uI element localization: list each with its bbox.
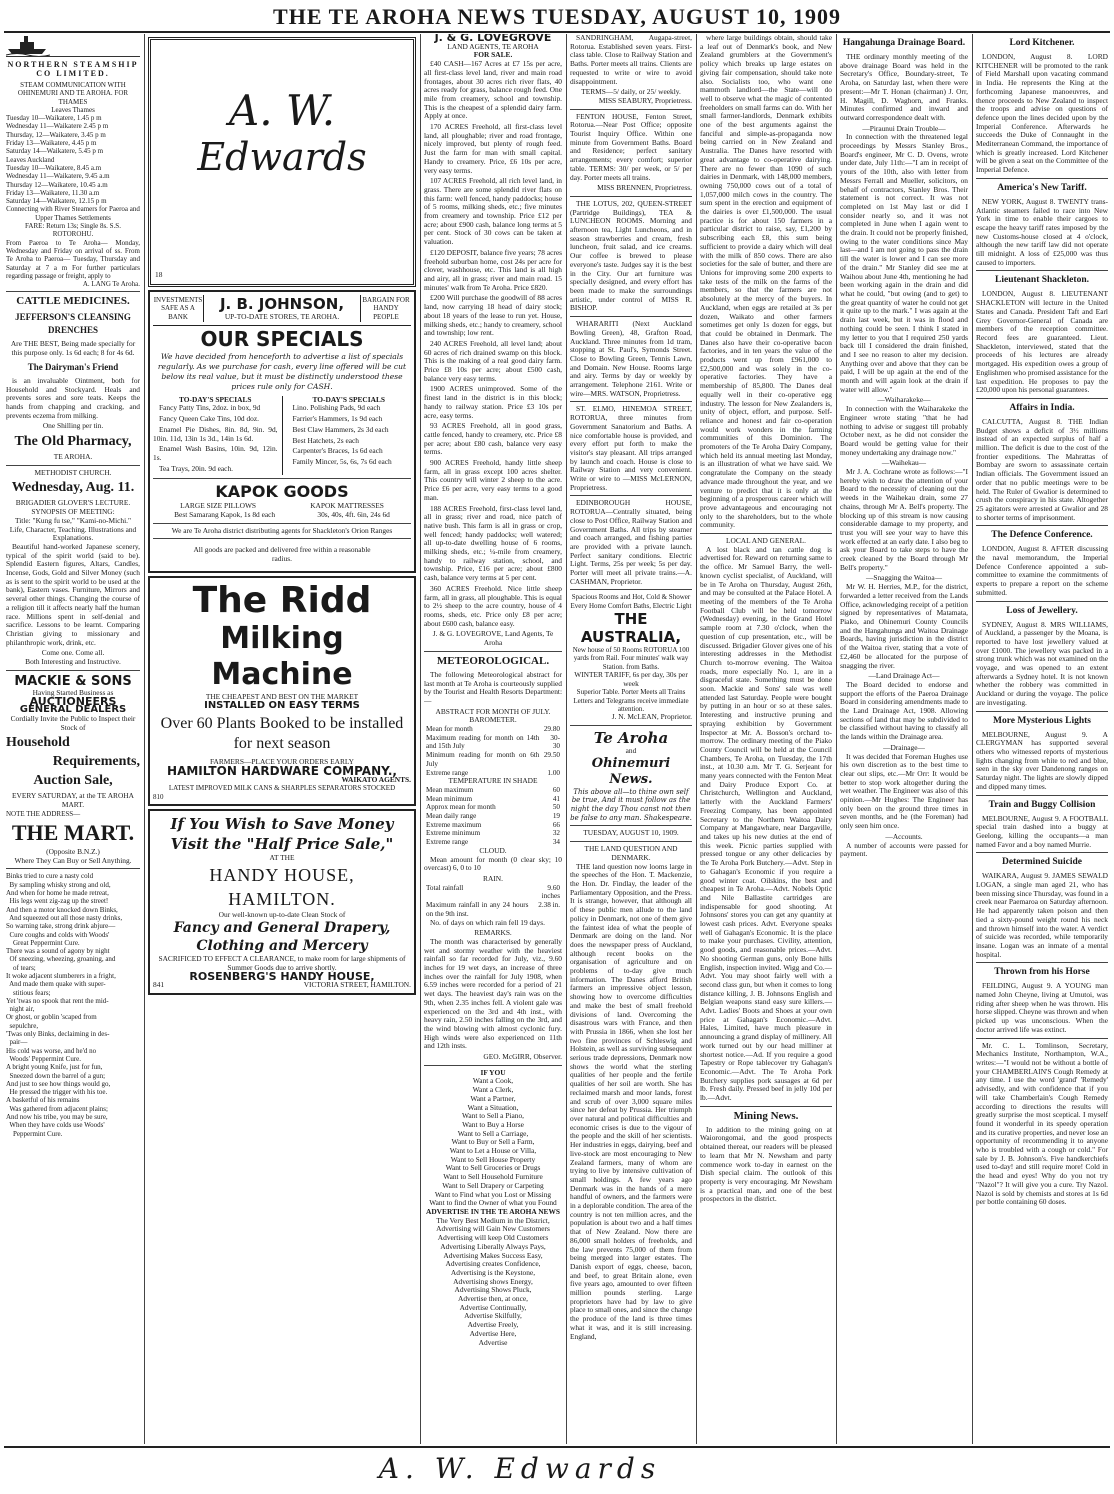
australia-heading: THE AUSTRALIA, [580,610,682,647]
mart-location: (Opposite B.N.Z.) [46,847,100,857]
special-item: Carpenter's Braces, 1s 6d each [292,446,383,456]
row-label: Minimum reading for month on 6th July [426,751,540,768]
edwards-footer-signature: A. W. Edwards [378,1452,662,1485]
divider [976,601,1108,602]
row-label: Extreme minimum [426,829,481,838]
row-label: Maximum rainfall in any 24 hours on the 9th inst. [426,901,529,918]
requirements-heading: Requirements, [52,754,140,770]
divider [700,1106,832,1107]
divider [570,196,692,197]
column-divider [972,34,973,1444]
steamship-icon [6,34,140,57]
leaves-thames: Leaves Thames [51,105,95,114]
rain-table [424,884,562,919]
divider [570,825,692,826]
divider [976,795,1108,796]
drainage-body: THE ordinary monthly meeting of the above drainage Board was held in the Secretary's Office, Boundary-street, Te Aroha, on Saturday last, when there were present:—Mr T. Honan (chairman) J. Orr, H. Magill, D. Waghorn, and Franks. Minutes confirmed and inward and outward correspondence dealt with. [840,52,968,122]
jefferson-body: Are THE BEST, Being made specially for this purpose only. 1s 6d each; 8 for 4s 6d. [10,339,136,358]
kapok-heading: KAPOK GOODS [215,482,349,502]
land-listing: 900 ACRES Freehold, handy little sheep farm, all in grass except 100 acres shelter. This country will winter 2 sheep to the acre. Price £6 per acre, very easy terms to a good man. [424,458,562,502]
special-item: Enamel Pie Dishes, 8in. 8d, 9in. 9d, 10in. 11d, 13in 1s 3d., 14in 1s 6d. [153,424,278,443]
divider [976,962,1108,963]
land-listing: 240 ACRES Freehold, all level land; about 60 acres of rich drained swamp on this block. This is the making of a real good dairy farm. Price £8 10s per acre; about £500 cash, balance very easy terms. [424,338,562,383]
temperature-heading: TEMPERATURE IN SHADE [448,776,538,786]
cloud-heading: CLOUD. [479,845,507,855]
lecture-title: Title: "Kung fu tse," "Kami-no-Michi." [14,515,132,525]
table-row [424,812,562,821]
row-value: 19 [552,812,560,821]
editorial-title: THE LAND QUESTION AND DENMARK. [584,844,678,862]
pharmacy-town: TE AROHA. [53,452,93,462]
milk-cans-note: LATEST IMPROVED MILK CANS & SHARPLES SEPARATORS STOCKED [168,784,396,793]
lights-heading: More Mysterious Lights [993,715,1091,726]
divider [153,538,411,539]
auction-schedule: EVERY SATURDAY, at the TE AROHA MART. [12,791,134,810]
table-row [424,786,562,795]
dairyman-body: is an invaluable Ointment, both for Household and Stockyard. Heals and prevents sores and sore teats. Keeps the hands from chapping and cracking, and prevents eczema from milking. [6,375,140,420]
mackie-invite: Cordially Invite the Public to Inspect their Stock of [10,713,136,732]
row-label: Maximum reading for month on 14th and 15th July [426,733,540,751]
divider [6,868,140,869]
footer-rule [4,1446,1110,1448]
masthead: THE TE AROHA NEWS TUESDAY, AUGUST 10, 1909 [273,4,841,29]
at-the: AT THE [269,852,295,862]
the-mart: THE MART. [11,820,135,846]
table-row [424,751,562,768]
special-item: Tea Trays, 20in. 9d each. [159,463,233,473]
masthead-rule [4,31,1110,33]
wharariti-ad: WHARARITI (Next Auckland Bowling Green), 48, Grafton Road, Auckland. Three minutes from 1d tram, stopping at St. Paul's, Symonds Street. Close to Bowling Green, Tennis Lawn, and Domain. New House. Rooms large and airy. Terms by day or weekly by arrangement. Telephone 2161. Write or wire—MRS. WATSON, Proprietress. [570,319,692,398]
table-row [424,821,562,830]
australia-subtitle: New house of 50 Rooms ROTORUA 100 yards from Rail. Four minutes' walk way Station. from Baths. [572,646,690,671]
land-listing: 93 ACRES Freehold, all in good grass, cattle fenced, handy to creamery, etc. Price £8 per acre; about £80 cash, balance very easy terms. [424,421,562,457]
divider [570,316,692,317]
defence-heading: The Defence Conference. [991,530,1093,541]
jewellery-body: SYDNEY, August 8. MRS WILLIAMS, of Auckland, a passenger by the Moana, is reported to have lost jewellery valued at over £1000. The jewellery was packed in a strong trunk which was not examined on the voyage, and was opened to an extent afterwards a Sydney hotel. It is not known whether the robbery was committed in Auckland or during the voyage. The police are investigating. [976,619,1108,707]
snagging-heading: —Snagging the Waitoa— [865,573,943,583]
divider [153,478,411,479]
superior-table: Superior Table. Porter Meets all Trains [576,688,686,697]
mining-heading: Mining News. [733,1109,799,1122]
cough-remedy-body: Mr. C. L. Tomlinson, Secretary, Mechanics Institute, Northampton, W.A., writes:—"I would not be without a bottle of your CHAMBERLAIN'S Cough Remedy at any time. I use the word 'grand' 'Remedy' advisedly, and with confidence that if you will take Chamberlain's Cough Remedy according to directions the results will greatly surprise the most sceptical. I myself found it wonderful in its speedy operation and its curative properties, and never lose an opportunity of recommending it to anyone who is troubled with a cough or cold." For sale by J. B. Johnson's. Five handkerchiefs used to-day! and still require more! Cold in the head and eyes! Why do you not try "Nazol"? It will give you a cure. Try Nazol. Nazol is sold by chemists and stores at 1s 6d per bottle containing 60 doses. [976,1040,1108,1207]
clearance-note: SACRIFICED TO EFFECT A CLEARANCE, to make room for large shipments of Summer Goods due to arrive shortly. [158,954,406,973]
steamship-subtitle: STEAM COMMUNICATION WITH OHINEMURI AND TE AROHA. FOR THAMES [17,81,129,106]
column-divider [836,34,837,1444]
telegrams-note: Letters and Telegrams receive immediate attention. [573,696,689,713]
row-label: Mean daily range [426,812,477,821]
mackie-subtitle: Having Started Business as [32,687,114,697]
steamship-timetable: Tuesday 10—Waikatere, 1.45 p m Wednesday 11—Waikatere 2.45 p m Thursday, 12—Waikatere, 3.45 p m Friday 13—Waikatere, 4.45 p m Saturday 14—Waikatere, 5.45 p m Leaves Auckland Tuesday 10—Waikatere, 8.45 a.m Wednesday 11—Waikatere, 9.45 a.m Thursday 12—Waikatere, 10.45 a.m Friday 13—Waikatere, 11.30 a.m Saturday 14—Waikatere, 12.15 p m [6,114,110,206]
land-listing: 1900 ACRES unimproved. Some of the finest land in the district is in this block; handy to railway station. Price £3 10s per acre, easy terms. [424,384,562,420]
india-body: CALCUTTA, August 8. THE Indian Budget shows a deficit of 3½ millions instead of an expected surplus of half a million. The deficit is due to the cost of the frontier expeditions. The Mahrattas of Bombay are sworn to assassinate certain Indian officials. The Government issued an order that no public meetings were to be held. The Ruler of Gwalior is determined to crush the conspiracy in his state. Altogether 25 agitators were arrested at Gwalior and 28 to shorter terms of imprisonment. [976,416,1108,522]
kapok-pillows: LARGE SIZE PILLOWS [180,501,257,511]
tariff-body: NEW YORK, August 8. TWENTY trans-Atlantic steamers failed to race into New York in time to enable their cargoes to escape the heavy tariff rates imposed by the new Customs-house closed at 4 o'clock, although the new tariff law did not operate till midnight. A loss of £25,000 was thus caused to importers. [976,196,1108,267]
delivery-note: All goods are packed and delivered free within a reasonable radius. [193,545,371,564]
land-listing: 107 ACRES Freehold, all rich level land, in grass. There are some splendid river flats on this farm: well fenced, handy paddocks; house of 5 rooms, milking sheds, etc.; five minutes from creamery and township. Price £12 per acre; about £900 cash, balance long terms at 5 per cent. Stock of 30 cows can be taken at valuation. [424,176,562,247]
table-row [424,795,562,804]
special-item: Fancy Queen Cake Tins, 10d doz. [159,414,259,424]
divider [976,178,1108,179]
drainage-heading: Hangahunga Drainage Board. [842,38,966,48]
paper-title-and: and [625,745,637,755]
if-you-heading: IF YOU [480,1067,506,1077]
waikato-agents: WAIKATO AGENTS. [341,774,411,784]
remarks-text: The month was characterised by generally wet and stormy weather with the heaviest rainfall so far recorded for July, viz., 9.60 inches for 19 wet days, an increase of three inches over the rainfall for July 1908, when 6.59 inches were recorded for a period of 21 wet days. The heaviest day's rain was on the 9th, when 2.35 inches fell. A violent gale was experienced on the 3rd and 4th inst., with heavy rain, 2.50 inches falling on the 3rd, and the wind blowing with almost cyclonic fury. High winds were also experienced on 11th and 12th insts. [424,936,562,1051]
fenton-ad: FENTON HOUSE, Fenton Street, Rotorua.—Near Post Office; opposite Tourist Inquiry Office. Within one minute from Government Baths. Board and Residence; perfect sanitary arrangements; every comfort; superior table. TERMS: 30/ per week, or 5/ per day. Porter meets all trains. [570,111,692,182]
barometer-table [424,725,562,777]
divider [6,291,140,292]
save-money-heading: If You Wish to Save Money [170,814,394,833]
steamship-agent: A. LANG Te Aroha. [82,280,140,289]
lecture-topics: Life, Character, Teaching. Illustrations and Explanations. [9,524,137,543]
handy-house-name: HANDY HOUSE, HAMILTON. [209,864,355,909]
plants-booked: Over 60 Plants Booked to be installed for next season [160,715,404,753]
drapery-heading: Fancy and General Drapery, Clothing and Mercery [173,920,391,955]
local-general-heading: LOCAL AND GENERAL. [726,536,806,546]
divider [6,465,140,466]
row-label: Extreme maximum [426,820,482,829]
special-item: Fancy Patty Tins, 2doz. in box, 9d [159,403,261,413]
clean-stock: Our well-known up-to-date Clean Stock of [218,909,346,919]
special-item: Enamel Wash Basins, 10in. 9d, 12in. 1s. [153,444,278,462]
observer: GEO. McGIRR, Observer. [483,1052,562,1062]
editorial-body: THE land question now looms large in the speeches of the Hon. T. Mackenzie, the Hon. Dr. Findlay, the leader of the Parliamentary Opposition, and the Press. It is strange, however, that although all of these public men allude to the land policy in Denmark, not one of them give the faintest idea of what the people of Denmark are doing on the land. Nor does the newspaper press of Auckland, although recent books on the organisation of agriculture and on problems of to-day give much information. The Danes afford British farmers an impressive object lesson, showing how to overcome difficulties and make the best of small freehold divisions of land. Overcoming the disastrous wars with France, and then with Prussia in 1866, when she lost her two fine provinces of Schleswig and Holstein, as well as surviving subsequent serious trade depressions, Denmark now shows the world what the sterling qualities of her people and the fertile qualities of her soil are worth. She has reclaimed marsh and moor lands, forest and scrub of over 3,000 square miles since her defeat by Prussia. Her triumph over natural and political difficulties and economic crises is due to the vigour of the people and the skill of her scientists. Her industries in eggs, dairying, beef and live-stock are most encouraging to New Zealand farmers, many of whom are trying to live by intensive cultivation of small holdings. A few years ago Denmark was in the hands of a mere handful of owners, and the farmers were in a deplorable condition. The area of the country is not ten million acres, and the population is about two and a half times that of New Zealand. Now there are 86,000 small holders of freeholds, and the law prevents 75,000 of them from being merged into larger estates. The Danish export of eggs, cheese, bacon, and beef, to great Britain alone, even five years ago, amounted to over fifteen million pounds sterling. Large proprietors have had by law to give place to small ones, and since the change the produce of the land is three times what it was, and it is still increasing. England, [570,861,692,1341]
special-item: Farrier's Hammers, 1s 9d each [292,414,383,424]
household-heading: Household [6,735,70,751]
sandringham-proprietress: MISS SEABURY, Proprietress. [598,95,692,105]
specials-note: We have decided from henceforth to advertise a list of specials regularly. As we purchase for cash, every line offered will be cut below its real value, but it must be distinctly understood these prices rule only for CASH. [157,351,407,391]
lecture-date: Wednesday, Aug. 11. [11,480,135,496]
row-value: 2.38 in. [538,901,560,910]
half-price-sale: Visit the "Half Price Sale," [170,834,394,853]
suicide-body: WAIKARA, August 9. JAMES SEWALD LOGAN, a single man aged 21, who has been missing since Thursday, was found in a creek near Paemaroa on Saturday afternoon. He had apparently taken poison and then tied a sixty-pound weight round his neck and thrown himself into the water. A verdict of suicide was recorded, while temporarily insane. Logan was an inmate of a mental hospital. [976,871,1108,959]
our-specials-heading: OUR SPECIALS [200,326,364,351]
mackie-heading: MACKIE & SONS [14,673,132,689]
dairyman-heading: The Dairyman's Friend [27,361,119,372]
meteorological-heading: METEOROLOGICAL. [436,654,550,667]
table-row [424,829,562,838]
rosenberg-address: VICTORIA STREET, HAMILTON. [303,980,411,990]
column-1 [6,34,140,1446]
australia-proprietor: J. N. McLEAN, Proprietor. [611,712,692,722]
specials-left-heading: TO-DAY'S SPECIALS [179,394,252,404]
auctioneers: AUCTIONEERS [29,694,117,708]
rain-heading: RAIN. [483,873,503,883]
editorial-continued: where large buildings obtain, should take a leaf out of Denmark's book, and New Zealand grumblers at the Government's policy which breaks up large estates on giving fair compensation, should take note also. Socialists too, who want one mammoth landlord—the State—will do well to observe what the magic of contented freeholders on small farms can do. With her small farmer-landlords, Denmark exhibits one of the best arguments against the fanciful and simple-as-propaganda now being carried on in New Zealand and Australia. The Danes have resorted with great advantage to co-operative dairying. There are no fewer than 1090 of such dairies in Denmark, with 148,000 members, owning 750,000 cows out of a total of 1,057,000 milch cows in the country. The sum spent in the erection and equipment of the dairies is over £1,500,000. The usual practice is for about 150 farmers in a particular district to raise, say, £1,200 by subscribing each £8, this sum being sufficient to provide a dairy which will deal with the milk of 850 cows. There are also societies for the sale of butter, and there are Unions for improving some 200 experts to take tests of the milk on the farms of the members, so that the farmers are not absolutely at the mercy of the buyers. In Auckland, when eggs are retailed at 3s per dozen, Waikato and other farmers sometimes get only 1s dozen for eggs, but that could be obtained in Denmark. The Danes also have their co-operative bacon factories, and in ten years the value of the products went up from £961,000 to £2,500,000 and was solely in the co-operative factories. They have a membership of 85,800. The Danes deal equally well in their co-operative egg industry. The lesson for New Zealanders is, unity of object, effort, and purpose. Self-reliance and honest and fair co-operation would work wonders in the farming communities of this Dominion. The promoters of the Te Aroha Dairy Company, which held its annual meeting last Monday, is an illustration of what we have said. We congratulate the Company on the steady advance made throughout the year, and we venture to predict that it is only at the beginning of a prosperous career which will prove advantageous and encouraging not only to the shareholders, but to the whole community. [700,34,832,530]
row-value: 34 [552,838,560,847]
kitchener-body: LONDON, August 8. LORD KITCHENER will be promoted to the rank of Field Marshall upon vacating command in India. He represents the King at the forthcoming Japanese manoeuvres, and thence proceeds to New Zealand to inspect the troops and advise on questions of defence upon the lines decided upon by the Imperial Conference. Afterwards he succeeds the Duke of Connaught in the Mediterranean Command, the importance of which is greatly increased. Lord Kitchener will be given a seat on the Committee of the Imperial Defence. [976,52,1108,175]
mart-tagline: Where They Can Buy or Sell Anything. [14,855,132,865]
advertise-heading: ADVERTISE IN THE TE AROHA NEWS [426,1207,560,1216]
handy-house-ad [148,809,416,995]
table-row [424,725,562,734]
collision-heading: Train and Buggy Collision [988,799,1096,810]
met-intro: The following Meteorological abstract for last month at Te Aroha is courteously supplied by the Tourist and Health Resorts Department:— [424,669,562,705]
winter-tariff: WINTER TARIFF, 6s per day, 30s per week [574,669,688,688]
land-listing: 360 ACRES Freehold. Nice little sheep farm, all in grass, all ploughable. This is equal to 2½ sheep to the acre country, house of 4 rooms, sheds, etc. Price only £8 per acre; about £600 cash, balance easy. [424,583,562,628]
table-row [424,734,562,751]
johnson-name: J. B. JOHNSON, [219,295,345,313]
suicide-heading: Determined Suicide [1002,857,1082,868]
rain-days: No. of days on which rain fell 19 days. [430,917,545,927]
collision-body: MELBOURNE, August 9. A FOOTBALL special train dashed into a buggy at Geelong, killing the occupants—a man named Favor and a boy named Murrie. [976,813,1108,849]
specials-left-list [153,404,278,473]
methodist-heading: METHODIST CHURCH. [34,467,112,477]
barometer-heading: BAROMETER. [469,715,517,725]
drainage-sub-heading: —Drainage— [883,742,925,752]
row-value: 1.00 [547,768,560,777]
row-label: Extreme range [426,768,469,777]
row-value: 66 [552,820,560,829]
divider [570,109,692,110]
table-row [424,803,562,812]
bargain-label: BARGAIN FOR HANDY PEOPLE [362,295,410,321]
land-drainage-heading: —Land Drainage Act— [868,671,940,681]
piraunui-body: In connection with the threatened legal proceedings by Messrs Stanley Bros., Board's engineer, Mr C. D. Ovens, wrote under date, July 11th:—"I am in receipt of yours of the 10th, also with letter from Messrs Ferrall and Mueller, solicitors, on behalf of contractors, Stanley Bros. Their statement is not correct. It was not completed on 1st May last or did I consider nearly so, and it was not completed in June when I again went to the drain. It could not be properly finished, owing to the water conditions since May last—and I am not going to pass the drain till the water is lower and I can see more of the drain." Mr Stanley did see me at Waihou about June 4th, mentioning he had been working again in the drain and did what he could, "but owing (and to get) to the great quantity of water he could not get it quite up to the mark." I was again at the drain last week, but it was in flood and nothing could be seen. I think I stated in my letter to you that I required 250 yards back till I considered the drain finished, and I see no reason to alter my decision. Anything over and above that they can be paid, I will be up again at the end of the month and will again look at the drain if water will allow." [840,132,968,394]
column-divider [696,34,697,1444]
for-sale-heading: FOR SALE. [473,50,513,60]
jewellery-heading: Loss of Jewellery. [1006,605,1078,616]
defence-body: LONDON, August 8. AFTER discussing the naval memorandum, the Imperial Defence Conference appointed a sub-committee to examine the commitments of experts to prepare a report on the scheme submitted. [976,544,1108,597]
row-value: 29.80 [543,725,560,734]
kitchener-heading: Lord Kitchener. [1009,38,1075,48]
lovegrove-signature: J. & G. LOVEGROVE, Land Agents, Te Aroha [432,629,554,648]
divider [976,1038,1108,1039]
snagging-body: Mr W. H. Herries, M.P., for the district, forwarded a letter received from the Lands Office, acknowledging receipt of a petition signed by representatives of Matamata, Piako, and Ohinemuri County Councils and the Hangahunga and Waitoa Drainage Boards, having jurisdiction in the district of the Waitoa river, stating that a vote of £2,460 be allocated for the purpose of snagging the river. [840,582,968,670]
ad-number: 810 [153,792,164,801]
row-value: 32 [552,829,560,838]
fenton-proprietress: MISS BRENNEN, Proprietress. [597,183,692,193]
kapok-pillow-price: Best Samarang Kapok, 1s 8d each [174,510,276,520]
lecture-body: Beautiful hand-worked Japanese scenery, typical of the spirit world (said to be). Splendid Eastern figures, Altars, Candles, Incense, Gods, Gold and Silver Money (such as is sent to the spirit world to be used at the bank), Eastern vases. Furniture, Mirrors and several other things. Changing the course of a religion till it affects nearly half the human race. Millions spent in self-denial and sacrifice. Lessons to be learnt. Comparing Christian giving to missionary and philanthropic work, drink, etc. [6,541,140,647]
piraunui-heading: —Piraunui Drain Trouble— [862,123,946,133]
cattle-medicines-heading: CATTLE MEDICINES. [16,295,130,308]
waiharakeke-body: In connection with the Waiharakeke the Engineer wrote stating "that he had nothing to advise or suggest till probably October next, as he did not consider the Board would be getting value for their money undertaking any drainage now." [840,404,968,457]
divider [976,711,1108,712]
special-item: Lino. Polishing Pads, 9d each [292,403,381,413]
divider [570,589,692,590]
land-listing: £40 CASH—167 Acres at £7 15s per acre, all first-class level land, river and main road frontages, about 30 acres rich river flats, 40 acres ready for grass, balance rough feed. One mile from creamery, school and township. This is the cheapest of a splendid dairy farm. Apply at once. [424,59,562,121]
ad-number: 18 [155,270,163,280]
edinborough-ad: EDINBOROUGH HOUSE, ROTORUA—Centrally situated, being close to Post Office, Railway Station and Government Baths. All trips by steamer and coach arranged, and fishing parties are provided with a private launch. Perfect sanitary conditions. Electric Light. Terms, 25s per week; 5s per day. Porter will meet all private trains.—A. CASHMAN, Proprietor. [570,498,692,586]
ridd-subtitle: THE CHEAPEST AND BEST ON THE MARKET [205,691,359,701]
divider [976,270,1108,271]
tariff-heading: America's New Tariff. [997,182,1087,193]
column-divider [420,34,421,1444]
lotus-ad: THE LOTUS, 202, QUEEN-STREET (Partridge Buildings), TEA & LUNCHEON ROOMS. Morning and afternoon tea, Light Luncheons, and in season strawberries and cream, fresh luncheon, fruit salad, and ice creams. Our coffee is brewed to please everyone's taste. Judges say it is the best in the City. Our art furniture was specially designed, and every effort has been made to make the surroundings artistic, under control of MISS R. BISHOP. [570,198,692,313]
row-label: Mean maximum [426,785,474,794]
shackleton-heading: Lieutenant Shackleton. [995,275,1089,286]
paper-title-2: Ohinemuri News. [591,755,671,787]
column-5 [700,34,832,1446]
divider [6,670,140,671]
row-value: 30-30 [550,733,560,751]
column-divider [566,34,567,1444]
land-drainage-body: The Board decided to endorse and support the efforts of the Paeroa Drainage Board in considering amendments made to the Land Drainage Act, 1908. Allowing sections of land that may be subdivided to be classified without having to classify all the lands within the Drainage area. [840,679,968,742]
lecture-synopsis: BRIGADIER GLOVER'S LECTURE. SYNOPSIS OF MEETING: [15,498,131,517]
shackleton-body: LONDON, August 8. LIEUTENANT SHACKLETON will lecture in the United States and Canada. President Taft and Earl Grey Governor-General of Canada are members of the reception committee. Record fees are guaranteed. Lieut. Shackleton, interviewed, stated that the proceeds of his lectures are already mortgaged. His expedition owes a group of Englishmen who promised assistance for the last expedition. He proposes to pay the £20,000 upon his personal guarantees. [976,289,1108,395]
india-heading: Affairs in India. [1009,402,1075,413]
row-label: Approx mean for month [426,803,496,812]
edwards-ad [148,37,416,287]
rosenberg-name: ROSENBERG'S HANDY HOUSE, [189,969,375,983]
table-row [424,901,562,918]
special-item: Family Mincer, 5s, 6s, 7s 6d each [292,456,392,466]
row-label: Extreme range [426,838,469,847]
remarks-heading: REMARKS. [474,928,512,938]
column-6 [840,34,968,1446]
waiharakeke-heading: —Waiharakeke— [877,395,931,405]
edwards-name: Edwards [197,135,367,179]
ridd-installed: INSTALLED ON EASY TERMS [204,699,360,711]
farmers-note: FARMERS—PLACE YOUR ORDERS EARLY [209,757,354,767]
lecture-tagline: Both Interesting and Instructive. [25,657,121,667]
dairyman-price: One Shilling per tin. [42,421,104,431]
column-3 [424,34,562,1446]
cloud-text: Mean amount for month (0 clear sky; 10 overcast) 6, 0 to 10 [424,854,562,873]
steamship-fare: FARE: Return 13s; Single 8s. S.S. ROTOROHU. [25,222,121,239]
row-value: 29.50 [543,751,560,760]
ridd-title-2: Milking Machine [211,620,353,692]
accounts-heading: —Accounts. [885,831,923,841]
row-value: 60 [552,785,560,794]
lovegrove-heading: J. & G. LOVEGROVE [434,34,552,44]
special-item: Best Claw Hammers, 2s 3d each [292,424,389,434]
divider [976,398,1108,399]
land-listing: £120 DEPOSIT, balance five years; 78 acres freehold suburban home, cost 24s per acre for clover, washhouse, etc. This land is all high and airy, all in grass; river and main road. 15 minutes' walk from Te Aroha. Price £820. [424,247,562,292]
horse-heading: Thrown from his Horse [994,967,1090,978]
paper-date: TUESDAY, AUGUST 10, 1909. [583,828,679,838]
drainage-sub-body: It was decided that Foreman Hughes use his own discretion as to the best time to clear out slips, etc.—Mr Orr: It would be better to stop work altogether during the wet weather. The Engineer was also of this opinion.—Mr Hughes: The Engineer has only been on the ground three times in seven months, and he (the Foreman) had only seen him once. [840,751,968,831]
ridd-ad [148,576,416,806]
mining-body: In addition to the mining going on at Waiorongomai, and the good prospects obtained thereat, our readers will be pleased to learn that Mr N. Newsham and party commence work to-day in earnest on the Dish special claim. The outlook of this property is very encouraging. Mr Newsham is a practical man, and one of the best prospectors in the district. [700,1124,832,1204]
column-4 [570,34,692,1446]
special-item: Best Hatchets, 2s each [292,435,359,445]
investments-label: INVESTMENTS SAFE AS A BANK [153,295,203,321]
land-listing: £200 Will purchase the goodwill of 88 acres land, now carrying 18 head of dairy stock; about 18 years of the lease to run yet. House, milking sheds, etc.; handy to creamery, school and township; low rent. [424,293,562,338]
column-divider [144,34,145,1444]
general-dealers: GENERAL DEALERS [19,704,127,716]
steamship-connection: Connecting with River Steamers for Paeroa and Upper Thames Settlements [6,205,140,222]
ad-number: 841 [153,980,165,990]
land-listing: 170 ACRES Freehold, all first-class level land, all ploughable; river and road frontage, nicely improved, but plenty of rough feed. Just the farm for man with small capital. Handy to creamery. Price, £6 10s per acre, very easy terms. [424,122,562,175]
accounts-body: A number of accounts were passed for payment. [840,840,968,859]
note-address: NOTE THE ADDRESS— [6,809,81,818]
johnson-ad [148,290,416,573]
divider [153,523,411,524]
divider [976,852,1108,853]
divider [570,401,692,402]
peppermint-poem: Binks tried to cure a nasty cold By sampling whisky strong and old, And when for home he made retreat, His legs went zig-zag up the street! And then a motor knocked down Binks, And squeezed out all those nasty drinks, So warning take, strong drink abjure— Cure coughs and colds with Woods' Great Peppermint Cure. There was a sound of agony by night Of sneezing, wheezing, groaning, and of tears; It woke adjacent slumberers in a fright, And made them quake with super- stitious fears; Yet 'twas no spook that rent the mid- night air, Or ghost, or goblin 'scaped from sepulchre, 'Twas only Binks, declaiming in des- pair— His cold was worse, and he'd no Woods' Peppermint Cure. A bright young Knife, just for fun, Sneezed down the barrel of a gun; And just to see how things would go, He pressed the trigger with his toe. A basketful of his remains Was gathered from adjacent plains; And now his tribe, you may be sure, When they have colds use Woods' Peppermint Cure. [6,872,123,1138]
edwards-initials: A. W. [228,86,336,135]
advertise-list: The Very Best Medium in the District, Advertising will Gain New Customers Advertising will keep Old Customers Advertising Liberally Always Pays, Advertising Makes Success Easy, Advertising creates Confidence, Advertising is the Keystone, Advertising shows Energy, Advertising Shows Pluck, Advertise then, at once, Advertise Continually, Advertise Skilfully, Advertise Freely, Advertise Here, Advertise [436,1215,550,1347]
kapok-mattress-price: 30s, 40s, 4ft. 6in, 24s 6d [317,510,390,520]
jefferson-heading: JEFFERSON'S CLEANSING DRENCHES [15,312,131,336]
land-listings [424,60,562,628]
australia-features: Spacious Rooms and Hot, Cold & Shower Every Home Comfort Baths, Electric Light [570,593,692,610]
johnson-subtitle: UP-TO-DATE STORES, TE AROHA. [224,312,340,321]
row-value: 50 [552,803,560,812]
divider [424,1065,562,1066]
divider [424,651,562,652]
row-value: 9.60 inches [541,883,560,901]
sandringham-terms: TERMS—5/ daily, or 25/ weekly. [581,87,681,97]
abstract-heading: ABSTRACT FOR MONTH OF JULY. [435,706,551,716]
lovegrove-subtitle: LAND AGENTS, TE AROHA [447,41,539,51]
kapok-mattresses: KAPOK MATTRESSES [310,501,384,511]
divider [570,841,692,842]
specials-right-list [287,404,412,466]
horse-body: FEILDING, August 9. A YOUNG man named John Cheyne, living at Umutoi, was riding after sheep when he was thrown. His horse slipped. Cheyne was thrown and when picked up was unconscious. When the doctor arrived life was extinct. [976,981,1108,1034]
ridd-title-1: The Ridd [192,579,372,621]
paper-motto: This above all—to thine own self be true, And it must follow as the night the day Thou canst not then be false to any man. Shakespeare. [570,787,692,822]
temperature-table [424,786,562,847]
st-elmo-ad: ST. ELMO, HINEMOA STREET, ROTORUA, three minutes from Government Sanatorium and Baths. A nice comfortable house is provided, and every effort put forth to make the visitor's stay pleasant. All trips arranged by launch and coach. House is close to Railway Station and very convenient. Write or wire to —MISS McLERNON, Proprietress. [570,404,692,492]
local-general-body: A lost black and tan cattle dog is advertised for. Reward on returning same to the office. Mr Samuel Barry, the well-known cyclist specialist, of Auckland, will be in Te Aroha on Thursday, August 26th, and may be consulted at the Palace Hotel. A meeting of the members of the Te Aroha Football Club will be held tomorrow (Wednesday) evening, in the Grand Hotel sample room at 7.30 o'clock, when the question of cup presentation, etc., will be discussed. Brigadier Glover gives one of his interesting addresses in the Methodist Church to-morrow evening. The Waitoa roads, more especially No. 1, are in a disgraceful state. Something must be done soon. Mackie and Sons' sale was well attended last Saturday. People were bought by putting in an hour or so at these sales. Interesting and instructive pruning and spraying exhibition by Government Inspector at Mr. A. Bosson's orchard to-morrow. The ordinary meeting of the Piako County Council will be held at the Council Chambers, Te Aroha, on Tuesday, the 17th inst., at 10.30 a.m. Mr T. G. Serjeant for many years connected with the Fenton Meat and Dairy Produce Export Co. at Christchurch, Wellington and Auckland, latterly with the Auckland Farmers' Freezing Company, has been appointed Secretary to the Northern Waitoa Dairy Company at Mangawhare, near Dargaville, and takes up his new duties at the end of this week. Picnic parties supplied with pressed tongue or any other delicacies by the Te Aroha Pork Butchery.—Advt. Step in to Gahagan's Economic if you require a good winter coat. Oilskins, the best and cheapest in Te Aroha.—Advt. Nobels Optic and Nile Ballastite cartridges are indispensable for good shooting. At Johnsons' stores you can get any quantity at lowest cash prices. Advt. Everyone speaks well of Gahagan's Economic. It is the place to make your purchases. Civility, attention, good goods, and reasonable prices.—Advt. No shooting German guns, only Bone hills English, inspection invited. Wigg and Co.—Advt. You may shoot fairly well with a second class gun, but when it comes to long distance killing, J. B. Johnsons English and Belgian weapons stand easy sure killers.—Advt. Ladies' Boots and Shoes at your own price at Gahagan's Economic.—Advt. Hales, Limited, have much pleasure in announcing a grand display of millinery. All work turned out by our head milliner at shortest notice.—Ad. If you require a good Tapestry or Rope tablecover try Gahagan's Economic.—Advt. The Te Aroha Pork Butchery supplies pork sausages at 6d per lb. Fresh daily. Pressed beef in jelly 10d per lb.—Advt. [700,544,832,1103]
want-list: Want a Cook, Want a Clerk, Want a Partner, Want a Situation, Want to Sell a Piano, Want to Buy a Horse Want to Sell a Carriage, Want to Buy or Sell a Farm, Want to Let a House or Villa, Want to Sell House Property Want to Sell Groceries or Drugs Want to Sell Household Furniture Want to Sell Drapery or Carpeting Want to Find what you Lost or Missing Want to find the Owner of what you Found [429,1076,557,1208]
column-7 [976,34,1108,1446]
row-value: 41 [552,794,560,803]
row-label: Total rainfall [426,883,464,892]
lecture-invite: Come one. Come all. [41,648,105,658]
hamilton-hardware: HAMILTON HARDWARE COMPANY., [167,763,397,778]
divider [570,725,692,726]
row-label: Mean for month [426,725,473,734]
paeroa-note: From Paeroa to Te Aroha— Monday, Wednesday and Friday on arrival of ss. From Te Aroha to Paeroa— Tuesday, Thursday and Saturday at 7 a m For further particulars regarding passage or freight, apply to [6,238,140,280]
table-row [424,884,562,901]
lights-body: MELBOURNE, August 9. A CLERGYMAN has supported several others who witnessed reports of mysterious lights changing from white to red and blue, seen in the sky over Dandenong ranges on Saturday night. The lights are slowly dipped and dipped many times. [976,729,1108,791]
column-2 [148,34,416,1446]
sandringham-ad: SANDRINGHAM, Augapa-street, Rotorua. Established seven years. First-class table. Close to Railway Station and Baths. Porter meets all trains. Clients are requested to write or wire to avoid disappointment. [570,34,692,86]
shackleton-ranges-note: We are Te Aroha district distributing agents for Shackleton's Orion Ranges [171,525,393,535]
divider [570,495,692,496]
pharmacy-name: The Old Pharmacy, [14,434,132,450]
divider [700,533,832,534]
divider [976,525,1108,526]
specials-right-heading: TO-DAY'S SPECIALS [312,394,385,404]
land-listing: 188 ACRES Freehold, first-class level land, all in grass; river and road, nice patch of native bush. This farm is all in grass or crop, well fenced; handy paddocks; well watered; all up-to-date dwelling house of 6 rooms, milking sheds, etc.; ¼-mile from creamery, handy to railway station, school, and township. Price, £16 per acre; about £800 cash, balance very terms at 5 per cent. [424,503,562,583]
waihekau-heading: —Waihekau— [881,458,927,468]
paper-title-1: Te Aroha [593,728,669,747]
auction-sale: Auction Sale, [33,773,113,789]
waihekau-body: Mr J. A. Cochrane wrote as follows:—"I hereby wish to draw the attention of your Board to the necessity of cleaning out the weeds in the Waihekau drain, some 27 chains, through Mr A. Bell's property. The blocking up of this stream is now causing considerable damage to my property, and trust you will see your way to have this work effected at an early date. I also beg to ask your Board to take steps to have the creek cleaned by the Board through Mr Bell's property." [840,467,968,572]
row-label: Mean minimum [426,794,473,803]
steamship-title: NORTHERN STEAMSHIP CO LIMITED. [7,60,139,78]
